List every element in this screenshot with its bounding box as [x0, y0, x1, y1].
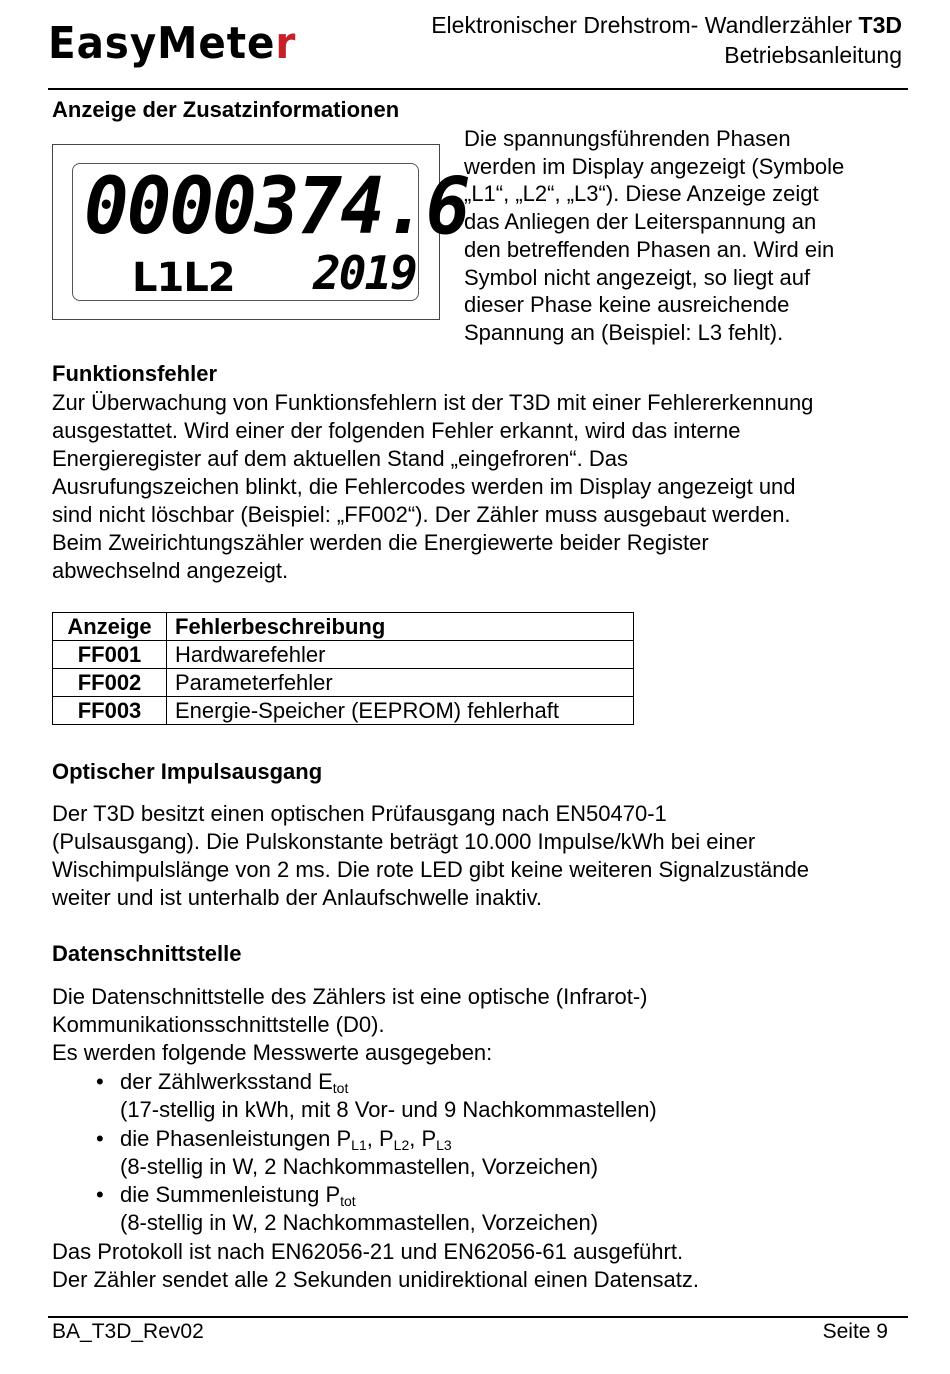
bullet-icon: •: [96, 1182, 104, 1208]
text-line: Wischimpulslänge von 2 ms. Die rote LED gibt keine weiteren Signalzustände: [52, 857, 809, 882]
text-line: Das Protokoll ist nach EN62056-21 und EN62056-61 ausgeführt.: [52, 1239, 684, 1264]
text-line: das Anliegen der Leiterspannung an: [464, 209, 817, 235]
lcd-energy-value: 0000374.6: [84, 162, 469, 252]
footer-rule: [48, 1316, 908, 1318]
error-description: Energie-Speicher (EEPROM) fehlerhaft: [167, 697, 634, 725]
error-code: FF002: [53, 669, 167, 697]
text-line: Beim Zweirichtungszähler werden die Energiewerte beider Register: [52, 530, 709, 555]
daten-intro-paragraph: [52, 983, 647, 1067]
logo-text: EasyMete: [48, 18, 276, 69]
text-line: abwechselnd angezeigt.: [52, 558, 289, 583]
table-row: [53, 669, 634, 697]
text-line: Spannung an (Beispiel: L3 fehlt).: [464, 319, 784, 345]
error-code: FF003: [53, 697, 167, 725]
error-description: Hardwarefehler: [167, 641, 634, 669]
zusatz-paragraph: [464, 125, 844, 347]
text-line: den betreffenden Phasen an. Wird ein: [464, 236, 835, 262]
document-subtitle: Betriebsanleitung: [724, 42, 902, 68]
text-line: Energieregister auf dem aktuellen Stand „eingefroren“. Das: [52, 446, 628, 471]
impuls-paragraph: [52, 800, 809, 912]
list-item: • der Zählwerksstand $E_{tot}$: [96, 1069, 349, 1096]
list-item: • die Phasenleistungen $P_{L1}$, $P_{L2}$, $P_{L3}$: [96, 1125, 452, 1153]
messwerte-list: [52, 1068, 657, 1238]
text-line: Die Datenschnittstelle des Zählers ist eine optische (Infrarot-): [52, 984, 648, 1009]
heading-datenschnittstelle: Datenschnittstelle: [52, 941, 242, 966]
error-code-table: [52, 612, 634, 725]
text-line: (Pulsausgang). Die Pulskonstante beträgt 10.000 Impulse/kWh bei einer: [52, 829, 756, 854]
text-line: ausgestattet. Wird einer der folgenden Fehler erkannt, wird das interne: [52, 418, 741, 443]
model-name: T3D: [858, 12, 902, 38]
column-header-fehlerbeschreibung: Fehlerbeschreibung: [167, 613, 634, 641]
bullet-icon: •: [96, 1069, 104, 1094]
page-number: Seite 9: [822, 1320, 888, 1343]
text-line: Der T3D besitzt einen optischen Prüfausgang nach EN50470-1: [52, 801, 667, 826]
logo-accent-letter: r: [275, 18, 297, 69]
bullet-icon: •: [96, 1125, 104, 1151]
heading-funktionsfehler: Funktionsfehler: [52, 361, 218, 386]
text-line: sind nicht löschbar (Beispiel: „FF002“). Der Zähler muss ausgebaut werden.: [52, 502, 791, 527]
table-header-row: [53, 613, 634, 641]
lcd-code: 2019: [313, 246, 416, 300]
heading-zusatzinformationen: Anzeige der Zusatzinformationen: [52, 97, 400, 122]
document-title: Elektronischer Drehstrom- Wandlerzähler T3D: [431, 12, 902, 38]
table-row: [53, 697, 634, 725]
lcd-phase-symbols: L1L2: [132, 255, 235, 301]
easymeter-logo: [48, 18, 297, 69]
table-row: [53, 641, 634, 669]
text-line: Die spannungsführenden Phasen: [464, 126, 791, 151]
text-line: Der Zähler sendet alle 2 Sekunden unidirektional einen Datensatz.: [52, 1267, 699, 1292]
daten-outro-paragraph: [52, 1238, 699, 1294]
header-rule: [48, 88, 908, 90]
funktionsfehler-paragraph: [52, 389, 813, 585]
text-line: Symbol nicht angezeigt, so liegt auf: [464, 264, 811, 290]
text-line: Kommunikationsschnittstelle (D0).: [52, 1012, 385, 1037]
text-line: Zur Überwachung von Funktionsfehlern ist der T3D mit einer Fehlererkennung: [52, 390, 814, 415]
text-line: „L1“, „L2“, „L3“). Diese Anzeige zeigt: [464, 181, 819, 207]
list-item-detail: (17-stellig in kWh, mit 8 Vor- und 9 Nachkommastellen): [120, 1097, 657, 1123]
error-description: Parameterfehler: [167, 669, 634, 697]
document-id: BA_T3D_Rev02: [52, 1320, 204, 1343]
error-code: FF001: [53, 641, 167, 669]
text-line: werden im Display angezeigt (Symbole: [464, 153, 845, 179]
text-line: weiter und ist unterhalb der Anlaufschwelle inaktiv.: [52, 885, 542, 910]
list-item-detail: (8-stellig in W, 2 Nachkommastellen, Vorzeichen): [120, 1153, 599, 1179]
text-line: Ausrufungszeichen blinkt, die Fehlercodes werden im Display angezeigt und: [52, 474, 796, 499]
text-line: Es werden folgende Messwerte ausgegeben:: [52, 1040, 493, 1065]
column-header-anzeige: Anzeige: [53, 613, 167, 641]
list-item-detail: (8-stellig in W, 2 Nachkommastellen, Vorzeichen): [120, 1210, 599, 1236]
heading-optischer-impulsausgang: Optischer Impulsausgang: [52, 759, 323, 784]
list-item: • die Summenleistung $P_{tot}$: [96, 1182, 356, 1210]
text-line: dieser Phase keine ausreichende: [464, 292, 790, 318]
